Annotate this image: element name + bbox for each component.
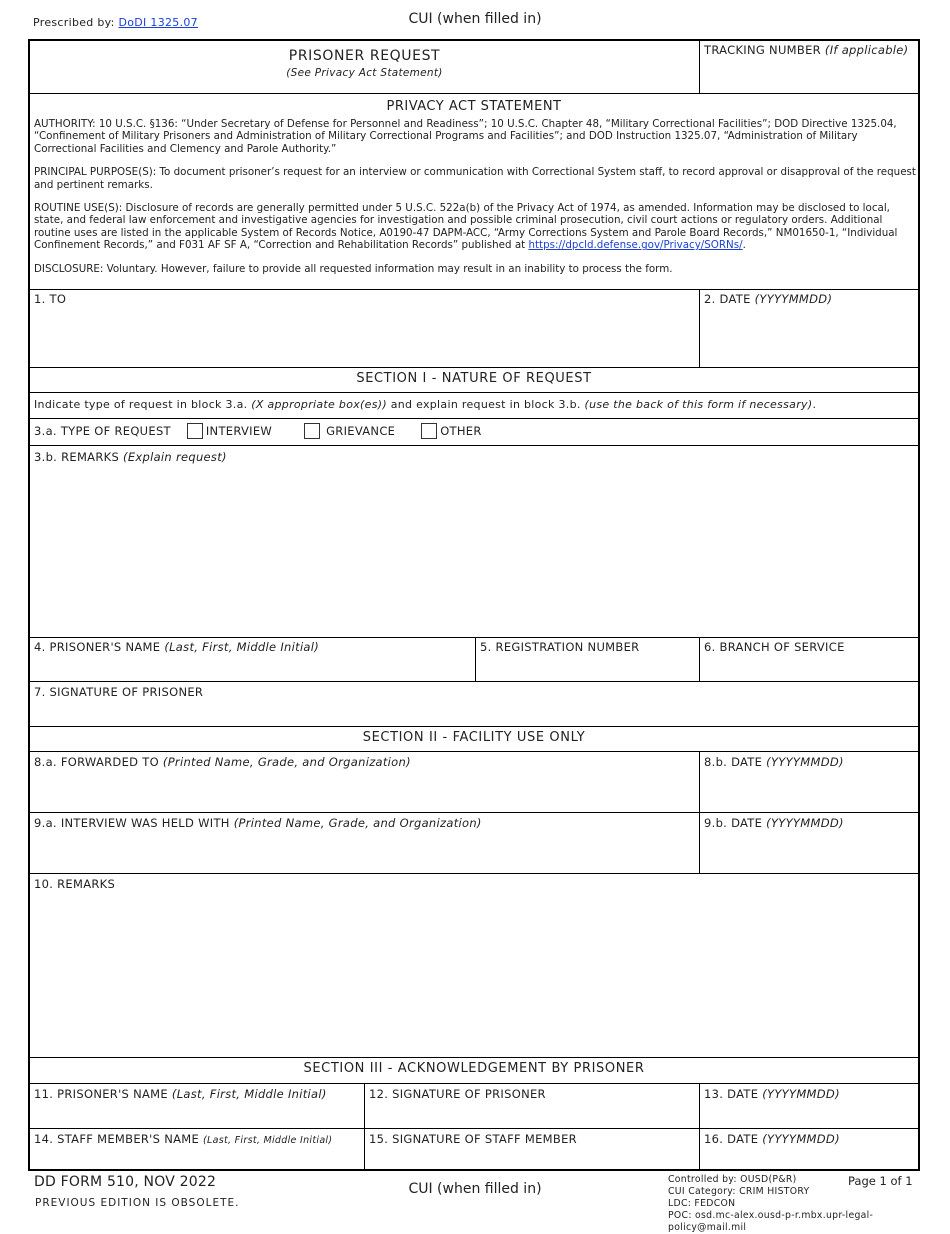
section-2-heading: SECTION II - FACILITY USE ONLY bbox=[362, 730, 586, 745]
privacy-act-heading: PRIVACY ACT STATEMENT bbox=[386, 99, 562, 114]
to-field[interactable]: 1. TO bbox=[34, 292, 67, 306]
prisoner-signature-12-field[interactable]: 12. SIGNATURE OF PRISONER bbox=[369, 1087, 546, 1101]
privacy-act-statement bbox=[34, 118, 918, 286]
disclosure-text: DISCLOSURE: Voluntary. However, failure to provide all requested information may result in an inability to process the form. bbox=[34, 262, 673, 275]
type-of-request-row: 3.a. TYPE OF REQUEST INTERVIEW GRIEVANCE OTHER bbox=[34, 423, 482, 438]
tracking-number-field[interactable]: TRACKING NUMBER (If applicable) bbox=[704, 43, 909, 57]
obsolete-notice: PREVIOUS EDITION IS OBSOLETE. bbox=[35, 1197, 240, 1209]
cui-banner-top: CUI (when filled in) bbox=[408, 11, 542, 27]
date-8b-field[interactable]: 8.b. DATE (YYYYMMDD) bbox=[704, 755, 844, 769]
form-id: DD FORM 510, NOV 2022 bbox=[34, 1174, 217, 1190]
section-1-instructions: Indicate type of request in block 3.a. (X appropriate box(es)) and explain request in block 3.b. (use the back of this form if necessary). bbox=[34, 398, 817, 411]
section-1-heading: SECTION I - NATURE OF REQUEST bbox=[356, 371, 592, 386]
grievance-checkbox[interactable] bbox=[304, 423, 320, 439]
remarks-3b-field[interactable]: 3.b. REMARKS (Explain request) bbox=[34, 450, 227, 464]
cui-banner-bottom: CUI (when filled in) bbox=[408, 1181, 542, 1197]
other-checkbox[interactable] bbox=[421, 423, 437, 439]
section-3-heading: SECTION III - ACKNOWLEDGEMENT BY PRISONER bbox=[303, 1061, 645, 1076]
sorn-link[interactable]: https://dpcld.defense.gov/Privacy/SORNs/ bbox=[528, 239, 743, 252]
staff-name-14-field[interactable]: 14. STAFF MEMBER'S NAME (Last, First, Middle Initial) bbox=[34, 1132, 333, 1146]
remarks-10-field[interactable]: 10. REMARKS bbox=[34, 877, 116, 891]
dodi-link[interactable]: DoDI 1325.07 bbox=[118, 16, 198, 29]
date-13-field[interactable]: 13. DATE (YYYYMMDD) bbox=[704, 1087, 840, 1101]
staff-signature-15-field[interactable]: 15. SIGNATURE OF STAFF MEMBER bbox=[369, 1132, 577, 1146]
prisoner-signature-7-field[interactable]: 7. SIGNATURE OF PRISONER bbox=[34, 685, 204, 699]
interview-held-with-field[interactable]: 9.a. INTERVIEW WAS HELD WITH (Printed Name, Grade, and Organization) bbox=[34, 816, 482, 830]
cui-designation-block: Controlled by: OUSD(P&R) CUI Category: CRIM HISTORY LDC: FEDCON POC: osd.mc-alex.ousd-p-r.mbx.upr-legal-policy@mail.mil bbox=[668, 1174, 874, 1233]
branch-of-service-field[interactable]: 6. BRANCH OF SERVICE bbox=[704, 640, 845, 654]
prescribed-by: Prescribed by: DoDI 1325.07 bbox=[33, 16, 198, 29]
date-16-field[interactable]: 16. DATE (YYYYMMDD) bbox=[704, 1132, 840, 1146]
form-title: PRISONER REQUEST bbox=[288, 48, 441, 64]
routine-use-text: ROUTINE USE(S): Disclosure of records are generally permitted under 5 U.S.C. 522a(b) of the Privacy Act of 1974, as amended. Information may be disclosed to local, state, and federal law enforcement and investigative agencies for investigation and possible criminal prosecution, civil court actions or regulatory orders. Additional routine uses are listed in the applicable System of Records Notice, A0190-47 DAPM-ACC, “Army Corrections System and Parole Board Records,” NM01650-1, “Individual Confinement Records,” and F031 AF SF A, “Correction and Rehabilitation Records” published at https://dpcld.defense.gov/Privacy/SORNs/. bbox=[34, 202, 898, 252]
date-9b-field[interactable]: 9.b. DATE (YYYYMMDD) bbox=[704, 816, 844, 830]
prisoner-name-11-field[interactable]: 11. PRISONER'S NAME (Last, First, Middle Initial) bbox=[34, 1087, 327, 1101]
purpose-text: PRINCIPAL PURPOSE(S): To document prisoner’s request for an interview or communication with Correctional System staff, to record approval or disapproval of the request and pertinent remarks. bbox=[34, 166, 916, 191]
page-number: Page 1 of 1 bbox=[848, 1174, 913, 1188]
registration-number-field[interactable]: 5. REGISTRATION NUMBER bbox=[480, 640, 640, 654]
forwarded-to-field[interactable]: 8.a. FORWARDED TO (Printed Name, Grade, and Organization) bbox=[34, 755, 411, 769]
date-2-field[interactable]: 2. DATE (YYYYMMDD) bbox=[704, 292, 833, 306]
form-subtitle: (See Privacy Act Statement) bbox=[286, 67, 443, 79]
authority-text: AUTHORITY: 10 U.S.C. §136: “Under Secretary of Defense for Personnel and Readiness”; 10 U.S.C. Chapter 48, “Military Correctional Facilities”; DOD Directive 1325.04, “Confinement of Military Prisoners and Administration of Military Correctional Programs and Facilities”; and DOD Instruction 1325.07, “Administration of Military Correctional Facilities and Clemency and Parole Authority.” bbox=[34, 118, 897, 155]
interview-checkbox[interactable] bbox=[187, 423, 203, 439]
prisoner-request-form bbox=[28, 39, 920, 1171]
prisoner-name-4-field[interactable]: 4. PRISONER'S NAME (Last, First, Middle Initial) bbox=[34, 640, 320, 654]
